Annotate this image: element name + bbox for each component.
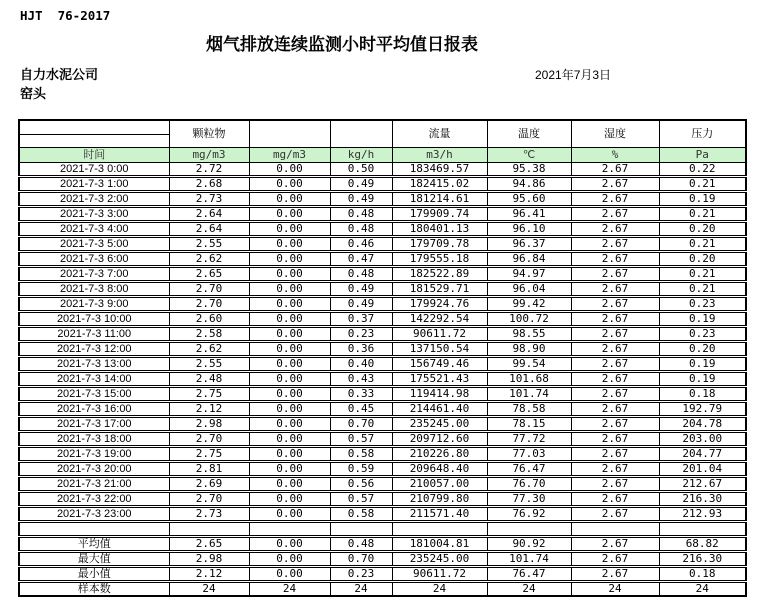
- value-cell: 0.21: [659, 207, 746, 222]
- value-cell: 0.56: [330, 477, 392, 492]
- time-cell: 2021-7-3 21:00: [19, 477, 169, 492]
- value-cell: 204.77: [659, 447, 746, 462]
- value-cell: 101.74: [487, 387, 571, 402]
- time-cell: 2021-7-3 0:00: [19, 163, 169, 177]
- value-cell: 90611.72: [392, 327, 487, 342]
- value-cell: 24: [487, 582, 571, 597]
- value-cell: 0.49: [330, 297, 392, 312]
- table-row: [19, 177, 746, 192]
- value-cell: 214461.40: [392, 402, 487, 417]
- value-cell: 2.64: [169, 207, 249, 222]
- value-cell: 182522.89: [392, 267, 487, 282]
- value-cell: 2.67: [571, 552, 659, 567]
- value-cell: 2.70: [169, 492, 249, 507]
- value-cell: 2.67: [571, 237, 659, 252]
- value-cell: 0.43: [330, 372, 392, 387]
- value-cell: 0.48: [330, 207, 392, 222]
- value-cell: 0.00: [249, 507, 330, 522]
- value-cell: 2.55: [169, 357, 249, 372]
- value-cell: 24: [392, 582, 487, 597]
- value-cell: 101.68: [487, 372, 571, 387]
- value-cell: 119414.98: [392, 387, 487, 402]
- value-cell: 182415.02: [392, 177, 487, 192]
- value-cell: 209712.60: [392, 432, 487, 447]
- value-cell: 179709.78: [392, 237, 487, 252]
- value-cell: 0.00: [249, 462, 330, 477]
- value-cell: 2.64: [169, 222, 249, 237]
- value-cell: 2.67: [571, 282, 659, 297]
- value-cell: 0.19: [659, 192, 746, 207]
- group-header-cell: 颗粒物: [169, 120, 249, 148]
- value-cell: 95.60: [487, 192, 571, 207]
- value-cell: 211571.40: [392, 507, 487, 522]
- value-cell: 0.58: [330, 507, 392, 522]
- time-cell: 2021-7-3 20:00: [19, 462, 169, 477]
- value-cell: 210057.00: [392, 477, 487, 492]
- group-header-cell: [249, 120, 330, 148]
- value-cell: [392, 522, 487, 537]
- time-header-split-bottom: [19, 135, 169, 148]
- time-cell: 2021-7-3 6:00: [19, 252, 169, 267]
- value-cell: 2.67: [571, 372, 659, 387]
- value-cell: 0.00: [249, 327, 330, 342]
- value-cell: 101.74: [487, 552, 571, 567]
- value-cell: 2.67: [571, 567, 659, 582]
- value-cell: 181529.71: [392, 282, 487, 297]
- value-cell: 203.00: [659, 432, 746, 447]
- value-cell: 77.72: [487, 432, 571, 447]
- value-cell: 98.55: [487, 327, 571, 342]
- value-cell: 2.58: [169, 327, 249, 342]
- value-cell: 210226.80: [392, 447, 487, 462]
- value-cell: 2.67: [571, 537, 659, 552]
- value-cell: 0.00: [249, 387, 330, 402]
- time-cell: 2021-7-3 13:00: [19, 357, 169, 372]
- value-cell: 210799.80: [392, 492, 487, 507]
- value-cell: 0.20: [659, 222, 746, 237]
- value-cell: [571, 522, 659, 537]
- value-cell: 0.22: [659, 163, 746, 177]
- time-cell: 2021-7-3 5:00: [19, 237, 169, 252]
- value-cell: 181214.61: [392, 192, 487, 207]
- group-header-cell: 流量: [392, 120, 487, 148]
- value-cell: 0.00: [249, 252, 330, 267]
- value-cell: 204.78: [659, 417, 746, 432]
- value-cell: 216.30: [659, 492, 746, 507]
- value-cell: 76.70: [487, 477, 571, 492]
- value-cell: 78.15: [487, 417, 571, 432]
- time-header-split-top: [19, 120, 169, 135]
- value-cell: 2.67: [571, 417, 659, 432]
- table-row: [19, 492, 746, 507]
- table-row: [19, 447, 746, 462]
- value-cell: 212.93: [659, 507, 746, 522]
- value-cell: 0.00: [249, 312, 330, 327]
- standard-reference: HJT 76-2017: [20, 8, 111, 23]
- value-cell: 2.70: [169, 282, 249, 297]
- value-cell: 24: [571, 582, 659, 597]
- value-cell: 0.19: [659, 312, 746, 327]
- value-cell: 175521.43: [392, 372, 487, 387]
- value-cell: 0.23: [659, 297, 746, 312]
- table-row: [19, 282, 746, 297]
- value-cell: 0.00: [249, 567, 330, 582]
- value-cell: 2.67: [571, 492, 659, 507]
- value-cell: 2.62: [169, 252, 249, 267]
- value-cell: 100.72: [487, 312, 571, 327]
- time-cell: 2021-7-3 4:00: [19, 222, 169, 237]
- value-cell: 0.19: [659, 372, 746, 387]
- time-cell: [19, 522, 169, 537]
- value-cell: 0.00: [249, 552, 330, 567]
- time-cell: 2021-7-3 7:00: [19, 267, 169, 282]
- unit-cell: %: [571, 148, 659, 163]
- value-cell: 0.48: [330, 267, 392, 282]
- time-cell: 2021-7-3 19:00: [19, 447, 169, 462]
- value-cell: 0.33: [330, 387, 392, 402]
- value-cell: 0.00: [249, 357, 330, 372]
- time-cell: 2021-7-3 1:00: [19, 177, 169, 192]
- summary-row: [19, 537, 746, 552]
- value-cell: 0.20: [659, 252, 746, 267]
- summary-label: 最小值: [19, 567, 169, 582]
- value-cell: 180401.13: [392, 222, 487, 237]
- page-title: 烟气排放连续监测小时平均值日报表: [206, 35, 478, 54]
- value-cell: 2.67: [571, 357, 659, 372]
- value-cell: 96.84: [487, 252, 571, 267]
- value-cell: 2.67: [571, 447, 659, 462]
- value-cell: 0.00: [249, 477, 330, 492]
- value-cell: 68.82: [659, 537, 746, 552]
- value-cell: 2.73: [169, 192, 249, 207]
- unit-cell: Pa: [659, 148, 746, 163]
- value-cell: 0.00: [249, 237, 330, 252]
- value-cell: 2.67: [571, 252, 659, 267]
- value-cell: 156749.46: [392, 357, 487, 372]
- value-cell: 2.75: [169, 387, 249, 402]
- value-cell: 0.59: [330, 462, 392, 477]
- value-cell: 0.49: [330, 192, 392, 207]
- value-cell: 0.18: [659, 387, 746, 402]
- value-cell: 0.57: [330, 492, 392, 507]
- value-cell: 2.12: [169, 567, 249, 582]
- value-cell: 0.21: [659, 177, 746, 192]
- value-cell: 235245.00: [392, 552, 487, 567]
- group-header-row: [19, 120, 746, 135]
- table-row: [19, 477, 746, 492]
- value-cell: 0.47: [330, 252, 392, 267]
- value-cell: 2.98: [169, 552, 249, 567]
- table-row: [19, 432, 746, 447]
- value-cell: 95.38: [487, 163, 571, 177]
- value-cell: 78.58: [487, 402, 571, 417]
- time-cell: 2021-7-3 14:00: [19, 372, 169, 387]
- value-cell: 2.67: [571, 477, 659, 492]
- table-row: [19, 267, 746, 282]
- time-cell: 2021-7-3 8:00: [19, 282, 169, 297]
- value-cell: 2.60: [169, 312, 249, 327]
- station-name: 窑头: [20, 86, 47, 101]
- value-cell: 2.65: [169, 267, 249, 282]
- value-cell: 96.10: [487, 222, 571, 237]
- value-cell: 0.00: [249, 282, 330, 297]
- value-cell: 0.23: [659, 327, 746, 342]
- value-cell: 2.67: [571, 207, 659, 222]
- value-cell: 96.04: [487, 282, 571, 297]
- value-cell: 0.00: [249, 432, 330, 447]
- value-cell: 2.65: [169, 537, 249, 552]
- value-cell: 2.67: [571, 177, 659, 192]
- value-cell: 24: [249, 582, 330, 597]
- time-cell: 2021-7-3 2:00: [19, 192, 169, 207]
- value-cell: [169, 522, 249, 537]
- value-cell: 0.20: [659, 342, 746, 357]
- summary-row: [19, 552, 746, 567]
- table-row: [19, 237, 746, 252]
- value-cell: 137150.54: [392, 342, 487, 357]
- value-cell: 2.67: [571, 462, 659, 477]
- value-cell: 0.00: [249, 222, 330, 237]
- value-cell: 2.68: [169, 177, 249, 192]
- table-row: [19, 357, 746, 372]
- value-cell: 90611.72: [392, 567, 487, 582]
- value-cell: 142292.54: [392, 312, 487, 327]
- time-cell: 2021-7-3 11:00: [19, 327, 169, 342]
- value-cell: 0.57: [330, 432, 392, 447]
- value-cell: 99.54: [487, 357, 571, 372]
- value-cell: 2.55: [169, 237, 249, 252]
- value-cell: 2.72: [169, 163, 249, 177]
- table-row: [19, 387, 746, 402]
- value-cell: 2.70: [169, 297, 249, 312]
- value-cell: 2.81: [169, 462, 249, 477]
- time-cell: 2021-7-3 10:00: [19, 312, 169, 327]
- value-cell: 0.48: [330, 537, 392, 552]
- value-cell: 0.00: [249, 537, 330, 552]
- value-cell: 2.48: [169, 372, 249, 387]
- value-cell: 0.48: [330, 222, 392, 237]
- value-cell: 98.90: [487, 342, 571, 357]
- value-cell: 183469.57: [392, 163, 487, 177]
- time-cell: 2021-7-3 17:00: [19, 417, 169, 432]
- separator-row: [19, 522, 746, 537]
- value-cell: 0.00: [249, 447, 330, 462]
- value-cell: 0.00: [249, 192, 330, 207]
- value-cell: 76.47: [487, 462, 571, 477]
- table-header: [19, 120, 746, 163]
- table-row: [19, 462, 746, 477]
- value-cell: 0.00: [249, 177, 330, 192]
- value-cell: 0.23: [330, 567, 392, 582]
- value-cell: 0.00: [249, 402, 330, 417]
- group-header-cell: 湿度: [571, 120, 659, 148]
- table-row: [19, 417, 746, 432]
- value-cell: 2.67: [571, 267, 659, 282]
- value-cell: 0.50: [330, 163, 392, 177]
- summary-label: 样本数: [19, 582, 169, 597]
- table-row: [19, 507, 746, 522]
- value-cell: 0.46: [330, 237, 392, 252]
- value-cell: 2.67: [571, 163, 659, 177]
- value-cell: 0.19: [659, 357, 746, 372]
- value-cell: 2.67: [571, 507, 659, 522]
- unit-cell: mg/m3: [249, 148, 330, 163]
- unit-header-row: [19, 148, 746, 163]
- value-cell: 209648.40: [392, 462, 487, 477]
- table-row: [19, 192, 746, 207]
- table-row: [19, 207, 746, 222]
- value-cell: 2.12: [169, 402, 249, 417]
- value-cell: 192.79: [659, 402, 746, 417]
- value-cell: 2.67: [571, 432, 659, 447]
- table-row: [19, 252, 746, 267]
- value-cell: 77.30: [487, 492, 571, 507]
- unit-cell: mg/m3: [169, 148, 249, 163]
- value-cell: [487, 522, 571, 537]
- value-cell: 2.67: [571, 327, 659, 342]
- value-cell: 181004.81: [392, 537, 487, 552]
- value-cell: 0.21: [659, 282, 746, 297]
- summary-row: [19, 582, 746, 597]
- value-cell: 179909.74: [392, 207, 487, 222]
- value-cell: 24: [330, 582, 392, 597]
- value-cell: 216.30: [659, 552, 746, 567]
- time-cell: 2021-7-3 15:00: [19, 387, 169, 402]
- value-cell: 0.45: [330, 402, 392, 417]
- value-cell: 76.92: [487, 507, 571, 522]
- time-cell: 2021-7-3 23:00: [19, 507, 169, 522]
- value-cell: 2.67: [571, 192, 659, 207]
- company-name: 自力水泥公司: [20, 67, 99, 82]
- value-cell: 2.67: [571, 402, 659, 417]
- value-cell: 0.00: [249, 342, 330, 357]
- value-cell: 179924.76: [392, 297, 487, 312]
- value-cell: 0.23: [330, 327, 392, 342]
- value-cell: 0.37: [330, 312, 392, 327]
- value-cell: 24: [169, 582, 249, 597]
- table-body: [19, 163, 746, 597]
- value-cell: 2.70: [169, 432, 249, 447]
- table-row: [19, 342, 746, 357]
- summary-label: 最大值: [19, 552, 169, 567]
- value-cell: 0.00: [249, 492, 330, 507]
- report-date: 2021年7月3日: [535, 68, 612, 82]
- value-cell: 2.67: [571, 312, 659, 327]
- time-cell: 2021-7-3 18:00: [19, 432, 169, 447]
- value-cell: 24: [659, 582, 746, 597]
- value-cell: 0.00: [249, 163, 330, 177]
- value-cell: 0.49: [330, 177, 392, 192]
- time-cell: 2021-7-3 12:00: [19, 342, 169, 357]
- value-cell: 0.36: [330, 342, 392, 357]
- unit-cell: kg/h: [330, 148, 392, 163]
- value-cell: 0.70: [330, 417, 392, 432]
- value-cell: 2.98: [169, 417, 249, 432]
- unit-cell: ℃: [487, 148, 571, 163]
- value-cell: 0.58: [330, 447, 392, 462]
- value-cell: [249, 522, 330, 537]
- value-cell: 77.03: [487, 447, 571, 462]
- value-cell: 2.67: [571, 342, 659, 357]
- value-cell: 0.21: [659, 237, 746, 252]
- value-cell: 0.00: [249, 372, 330, 387]
- value-cell: 235245.00: [392, 417, 487, 432]
- value-cell: 2.73: [169, 507, 249, 522]
- group-header-cell: 温度: [487, 120, 571, 148]
- value-cell: 0.18: [659, 567, 746, 582]
- value-cell: 0.00: [249, 417, 330, 432]
- table-row: [19, 163, 746, 177]
- value-cell: 2.67: [571, 387, 659, 402]
- summary-label: 平均值: [19, 537, 169, 552]
- value-cell: 94.86: [487, 177, 571, 192]
- group-header-cell: 压力: [659, 120, 746, 148]
- value-cell: 0.00: [249, 267, 330, 282]
- time-cell: 2021-7-3 3:00: [19, 207, 169, 222]
- summary-row: [19, 567, 746, 582]
- group-header-cell: [330, 120, 392, 148]
- value-cell: 2.69: [169, 477, 249, 492]
- time-cell: 2021-7-3 22:00: [19, 492, 169, 507]
- table-row: [19, 327, 746, 342]
- value-cell: 0.21: [659, 267, 746, 282]
- value-cell: 99.42: [487, 297, 571, 312]
- value-cell: 179555.18: [392, 252, 487, 267]
- value-cell: 94.97: [487, 267, 571, 282]
- value-cell: [659, 522, 746, 537]
- value-cell: 2.75: [169, 447, 249, 462]
- value-cell: 0.49: [330, 282, 392, 297]
- value-cell: 0.00: [249, 207, 330, 222]
- value-cell: 212.67: [659, 477, 746, 492]
- value-cell: [330, 522, 392, 537]
- time-cell: 2021-7-3 16:00: [19, 402, 169, 417]
- value-cell: 0.70: [330, 552, 392, 567]
- table-row: [19, 402, 746, 417]
- value-cell: 76.47: [487, 567, 571, 582]
- value-cell: 2.62: [169, 342, 249, 357]
- table-row: [19, 222, 746, 237]
- table-row: [19, 312, 746, 327]
- unit-cell: m3/h: [392, 148, 487, 163]
- value-cell: 2.67: [571, 222, 659, 237]
- value-cell: 0.00: [249, 297, 330, 312]
- value-cell: 96.37: [487, 237, 571, 252]
- value-cell: 96.41: [487, 207, 571, 222]
- value-cell: 90.92: [487, 537, 571, 552]
- value-cell: 2.67: [571, 297, 659, 312]
- value-cell: 201.04: [659, 462, 746, 477]
- value-cell: 0.40: [330, 357, 392, 372]
- table-row: [19, 372, 746, 387]
- time-column-header: 时间: [19, 148, 169, 163]
- table-row: [19, 297, 746, 312]
- report-table: [18, 119, 747, 597]
- time-cell: 2021-7-3 9:00: [19, 297, 169, 312]
